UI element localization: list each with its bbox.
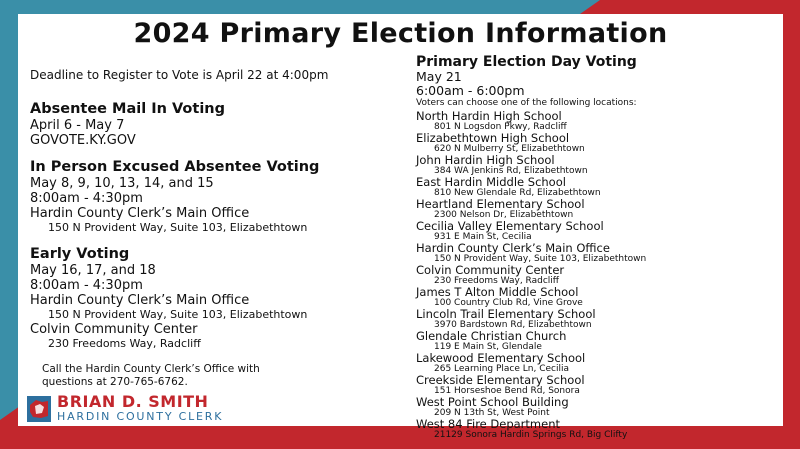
- location-address: 100 Country Club Rd, Vine Grove: [434, 298, 583, 308]
- in-person-section: [30, 158, 415, 235]
- location-address: 119 E Main St, Glendale: [434, 342, 542, 352]
- early-voting-office-address: 150 N Provident Way, Suite 103, Elizabethtown: [48, 308, 308, 321]
- absentee-mail-section: [30, 100, 415, 148]
- location-name: North Hardin High School: [416, 109, 562, 123]
- early-voting-dates: May 16, 17, and 18: [30, 263, 156, 278]
- early-voting-center: Colvin Community Center: [30, 322, 198, 337]
- location-name: Creekside Elementary School: [416, 373, 585, 387]
- polling-locations-list: [416, 110, 778, 440]
- early-voting-office: Hardin County Clerk’s Main Office: [30, 293, 250, 308]
- contact-note: [42, 363, 415, 389]
- absentee-mail-heading: Absentee Mail In Voting: [30, 101, 225, 117]
- location-address: 151 Horseshoe Bend Rd, Sonora: [434, 386, 580, 396]
- polling-location: [416, 396, 778, 418]
- location-address: 265 Learning Place Ln, Cecilia: [434, 364, 569, 374]
- registration-deadline: Deadline to Register to Vote is April 22 at 4:00pm: [30, 68, 329, 82]
- location-name: Heartland Elementary School: [416, 197, 585, 211]
- location-name: Colvin Community Center: [416, 263, 565, 277]
- in-person-heading: In Person Excused Absentee Voting: [30, 159, 320, 175]
- election-day-column: [416, 54, 778, 440]
- in-person-office: Hardin County Clerk’s Main Office: [30, 206, 250, 221]
- polling-location: [416, 286, 778, 308]
- location-address: 3970 Bardstown Rd, Elizabethtown: [434, 320, 592, 330]
- polling-location: [416, 176, 778, 198]
- logo-name: BRIAN D. SMITH: [57, 392, 209, 411]
- location-address: 21129 Sonora Hardin Springs Rd, Big Clifty: [434, 430, 628, 440]
- polling-location: [416, 220, 778, 242]
- polling-location: [416, 418, 778, 440]
- election-day-hours: 6:00am - 6:00pm: [416, 83, 525, 98]
- logo-subtitle: HARDIN COUNTY CLERK: [57, 410, 224, 423]
- location-address: 150 N Provident Way, Suite 103, Elizabethtown: [434, 254, 647, 264]
- location-address: 2300 Nelson Dr, Elizabethtown: [434, 210, 574, 220]
- in-person-address: 150 N Provident Way, Suite 103, Elizabethtown: [48, 221, 308, 234]
- location-address: 384 WA Jenkins Rd, Elizabethtown: [434, 166, 588, 176]
- absentee-mail-dates: April 6 - May 7: [30, 118, 125, 133]
- location-name: West 84 Fire Department: [416, 417, 560, 431]
- location-name: East Hardin Middle School: [416, 175, 566, 189]
- page-title: 2024 Primary Election Information: [133, 18, 668, 49]
- location-name: Hardin County Clerk’s Main Office: [416, 241, 610, 255]
- contact-note-line2: questions at 270-765-6762.: [42, 376, 188, 388]
- polling-location: [416, 198, 778, 220]
- location-name: Glendale Christian Church: [416, 329, 567, 343]
- in-person-hours: 8:00am - 4:30pm: [30, 191, 143, 206]
- location-name: Elizabethtown High School: [416, 131, 570, 145]
- location-name: Lincoln Trail Elementary School: [416, 307, 596, 321]
- location-name: John Hardin High School: [416, 153, 555, 167]
- polling-location: [416, 330, 778, 352]
- early-voting-heading: Early Voting: [30, 246, 130, 262]
- polling-location: [416, 242, 778, 264]
- location-name: James T Alton Middle School: [416, 285, 579, 299]
- location-name: West Point School Building: [416, 395, 569, 409]
- logo-text: [57, 394, 223, 423]
- kentucky-state-icon: [27, 396, 51, 422]
- polling-location: [416, 154, 778, 176]
- location-address: 209 N 13th St, West Point: [434, 408, 550, 418]
- location-address: 801 N Logsdon Pkwy, Radcliff: [434, 122, 567, 132]
- location-name: Cecilia Valley Elementary School: [416, 219, 604, 233]
- early-voting-center-address: 230 Freedoms Way, Radcliff: [48, 337, 201, 350]
- left-column: [30, 68, 415, 389]
- early-voting-section: [30, 245, 415, 351]
- polling-location: [416, 352, 778, 374]
- polling-location: [416, 132, 778, 154]
- contact-note-line1: Call the Hardin County Clerk’s Office with: [42, 363, 260, 375]
- polling-location: [416, 264, 778, 286]
- location-address: 230 Freedoms Way, Radcliff: [434, 276, 559, 286]
- early-voting-hours: 8:00am - 4:30pm: [30, 278, 143, 293]
- location-address: 810 New Glendale Rd, Elizabethtown: [434, 188, 601, 198]
- polling-location: [416, 308, 778, 330]
- location-address: 620 N Mulberry St, Elizabethtown: [434, 144, 585, 154]
- election-day-date: May 21: [416, 69, 462, 84]
- clerk-logo: [27, 394, 223, 423]
- in-person-dates: May 8, 9, 10, 13, 14, and 15: [30, 176, 214, 191]
- info-card: [18, 14, 783, 440]
- election-day-intro: Voters can choose one of the following locations:: [416, 98, 637, 108]
- election-day-heading: Primary Election Day Voting: [416, 54, 637, 70]
- location-address: 931 E Main St, Cecilia: [434, 232, 532, 242]
- polling-location: [416, 374, 778, 396]
- absentee-mail-website: GOVOTE.KY.GOV: [30, 133, 136, 148]
- location-name: Lakewood Elementary School: [416, 351, 586, 365]
- polling-location: [416, 110, 778, 132]
